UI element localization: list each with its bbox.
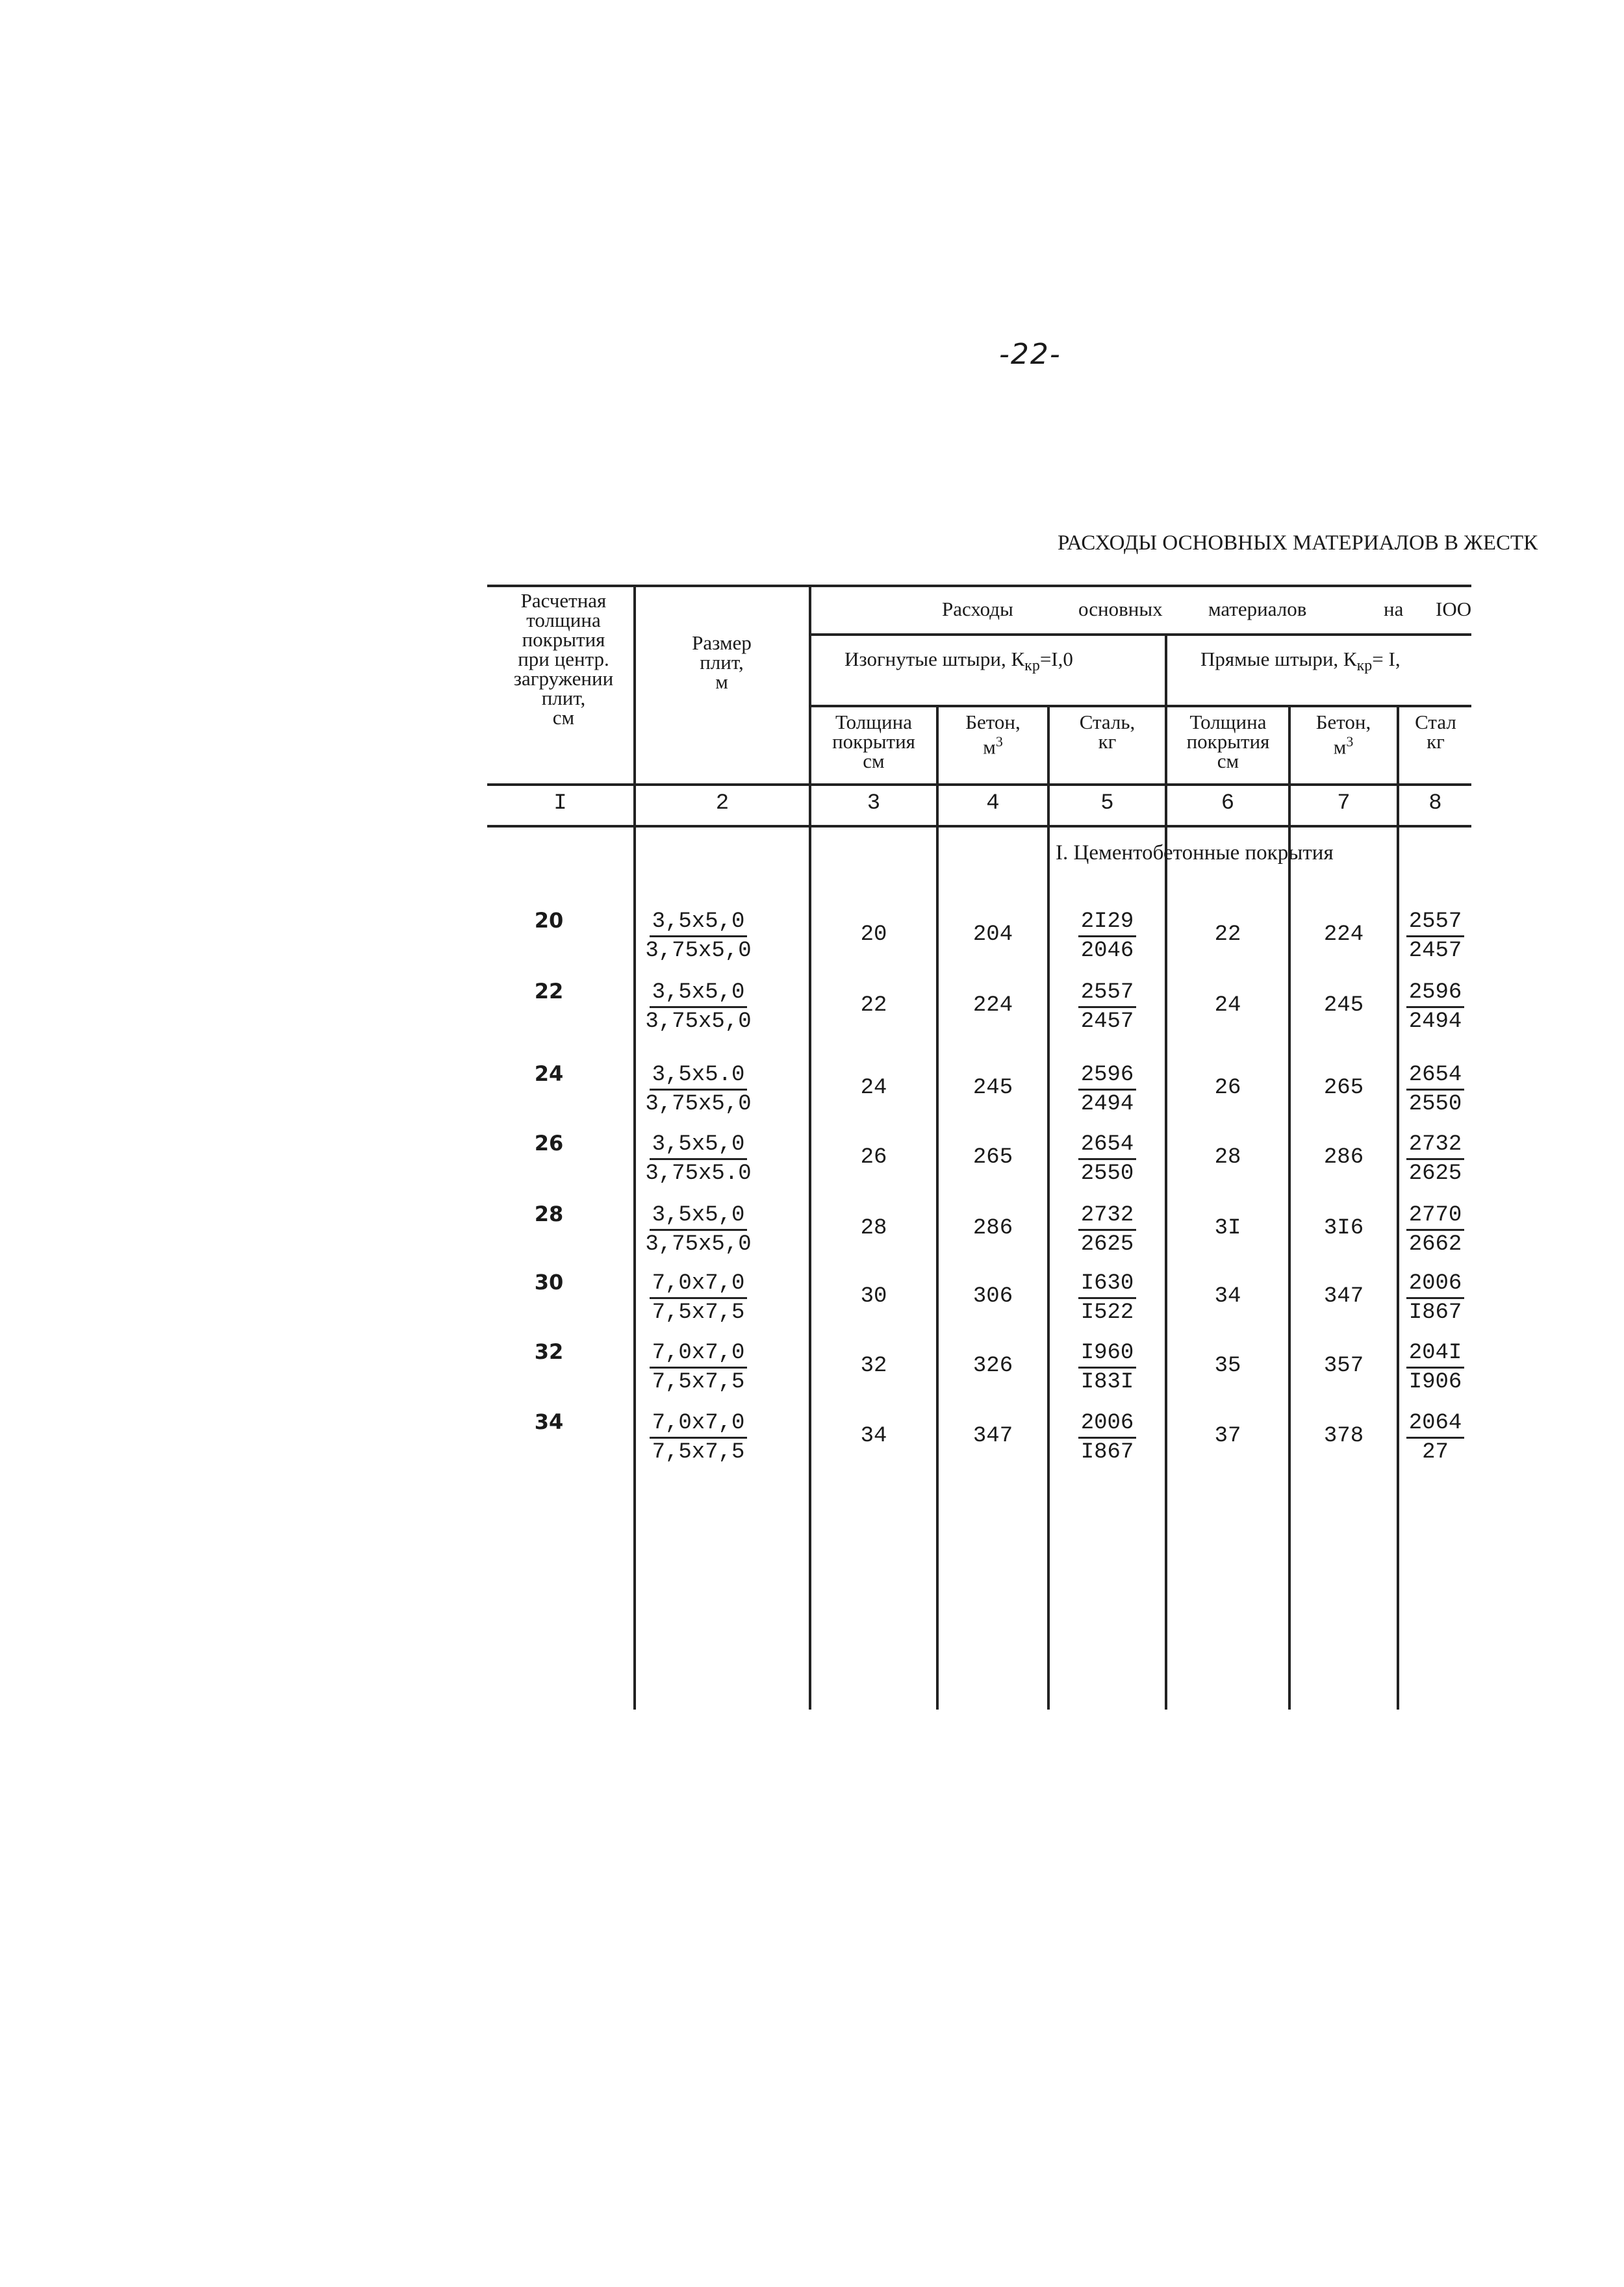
header-c3: Толщина покрытия см xyxy=(832,711,915,772)
row-c8: $\frac{2770}{2662}$ xyxy=(1399,1202,1471,1258)
row-c5: $\frac{2I29}{2046}$ xyxy=(1050,908,1165,965)
row-c3: 32 xyxy=(860,1354,887,1378)
header-c8: Стал кг xyxy=(1415,711,1456,753)
row-plate-size: 3,5х5.0 3,75х5,0 xyxy=(645,1063,752,1117)
col-number-6: 6 xyxy=(1221,791,1235,816)
row-thickness: 20 xyxy=(534,908,564,933)
row-c8: $\frac{2006}{I867}$ xyxy=(1399,1270,1471,1326)
row-c8: $\frac{2064}{27}$ xyxy=(1399,1409,1471,1466)
row-plate-size: 3,5х5,0 3,75х5,0 xyxy=(645,909,752,963)
row-c4: 245 xyxy=(972,1076,1013,1100)
row-c6: 34 xyxy=(1214,1284,1241,1309)
row-c4: 347 xyxy=(972,1424,1013,1448)
row-thickness: 30 xyxy=(534,1270,564,1295)
row-c5: $\frac{I630}{I522}$ xyxy=(1050,1270,1165,1326)
col-rule-3 xyxy=(936,705,939,1710)
row-c3: 22 xyxy=(860,993,887,1018)
row-c6: 28 xyxy=(1214,1145,1241,1170)
col-number-2: 2 xyxy=(715,791,730,816)
row-plate-size: 3,5х5,0 3,75х5,0 xyxy=(645,980,752,1034)
row-c7: 265 xyxy=(1323,1076,1364,1100)
row-plate-size: 7,0х7,0 7,5х7,5 xyxy=(640,1339,757,1396)
row-thickness: 34 xyxy=(534,1409,564,1434)
col-rule-1 xyxy=(633,585,636,1710)
page-number: -22- xyxy=(999,338,1061,371)
header-c4: Бетон, $м^3$ xyxy=(965,711,1021,759)
subgroup-rule xyxy=(809,705,1471,707)
header-bent-dowels: Изогнутые штыри, $К_{кр}=I,0$ xyxy=(844,648,1073,675)
header-c5: Сталь, кг xyxy=(1079,711,1136,753)
group-rule xyxy=(809,633,1471,636)
col-number-3: 3 xyxy=(867,791,881,816)
header-plate-size: Размер плит, м xyxy=(692,631,752,693)
row-plate-size: 3,5х5,0 3,75х5,0 xyxy=(645,1203,752,1257)
row-thickness: 28 xyxy=(534,1202,564,1226)
row-c7: 357 xyxy=(1323,1354,1364,1378)
header-c7: Бетон, $м^3$ xyxy=(1315,711,1371,759)
row-c6: 35 xyxy=(1214,1354,1241,1378)
row-c5: $\frac{2596}{2494}$ xyxy=(1050,1061,1165,1118)
col-number-4: 4 xyxy=(986,791,1000,816)
row-c4: 306 xyxy=(972,1284,1013,1309)
row-c4: 326 xyxy=(972,1354,1013,1378)
row-plate-size: 3,5х5,0 3,75х5.0 xyxy=(645,1132,752,1186)
row-thickness: 32 xyxy=(534,1339,564,1364)
row-plate-size: 7,0х7,0 7,5х7,5 xyxy=(640,1270,757,1326)
row-c6: 24 xyxy=(1214,993,1241,1018)
row-c8: $\frac{2654}{2550}$ xyxy=(1399,1061,1471,1118)
col-number-8: 8 xyxy=(1428,791,1442,816)
row-thickness: 22 xyxy=(534,979,564,1004)
row-c6: 26 xyxy=(1214,1076,1241,1100)
row-c8: $\frac{204I}{I906}$ xyxy=(1399,1339,1471,1396)
row-c7: 286 xyxy=(1323,1145,1364,1170)
row-c4: 224 xyxy=(972,993,1013,1018)
header-design-thickness: Расчетная толщина покрытия при центр. загружении плит, см xyxy=(513,589,614,729)
col-number-7: 7 xyxy=(1337,791,1351,816)
row-thickness: 26 xyxy=(534,1131,564,1156)
row-c8: $\frac{2732}{2625}$ xyxy=(1399,1131,1471,1187)
row-c4: 286 xyxy=(972,1216,1013,1241)
row-c7: 378 xyxy=(1323,1424,1364,1448)
row-c5: $\frac{2732}{2625}$ xyxy=(1050,1202,1165,1258)
row-c6: 3I xyxy=(1214,1216,1241,1241)
col-number-1: I xyxy=(553,791,567,816)
row-thickness: 24 xyxy=(534,1061,564,1086)
row-c8: $\frac{2596}{2494}$ xyxy=(1399,979,1471,1035)
row-c3: 28 xyxy=(860,1216,887,1241)
row-c3: 30 xyxy=(860,1284,887,1309)
row-c3: 34 xyxy=(860,1424,887,1448)
row-c6: 22 xyxy=(1214,922,1241,947)
row-c7: 3I6 xyxy=(1323,1216,1364,1241)
row-c7: 245 xyxy=(1323,993,1364,1018)
section-label: I. Цементобетонные покрытия xyxy=(1056,841,1334,865)
row-c7: 347 xyxy=(1323,1284,1364,1309)
row-plate-size: 7,0х7,0 7,5х7,5 xyxy=(640,1409,757,1466)
row-c5: $\frac{2557}{2457}$ xyxy=(1050,979,1165,1035)
row-c5: $\frac{I960}{I83I}$ xyxy=(1050,1339,1165,1396)
row-c6: 37 xyxy=(1214,1424,1241,1448)
row-c8: $\frac{2557}{2457}$ xyxy=(1399,908,1471,965)
table-title: РАСХОДЫ ОСНОВНЫХ МАТЕРИАЛОВ В ЖЕСТК xyxy=(1058,531,1538,555)
header-c6: Толщина покрытия см xyxy=(1186,711,1270,772)
row-c7: 224 xyxy=(1323,922,1364,947)
row-c5: $\frac{2654}{2550}$ xyxy=(1050,1131,1165,1187)
row-c3: 24 xyxy=(860,1076,887,1100)
header-straight-dowels: Прямые штыри, $К_{кр}= I$, xyxy=(1200,648,1401,675)
row-c5: $\frac{2006}{I867}$ xyxy=(1050,1409,1165,1466)
row-c4: 265 xyxy=(972,1145,1013,1170)
row-c3: 26 xyxy=(860,1145,887,1170)
row-c4: 204 xyxy=(972,922,1013,947)
col-number-5: 5 xyxy=(1100,791,1114,816)
row-c3: 20 xyxy=(860,922,887,947)
